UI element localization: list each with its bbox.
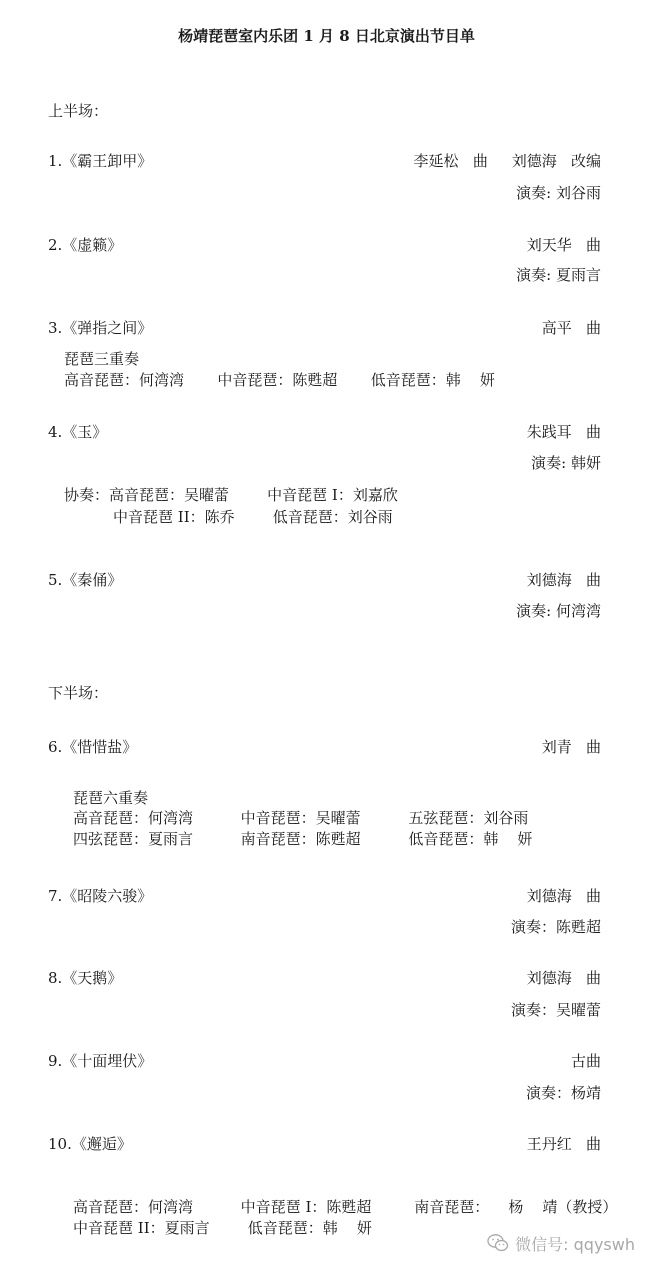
program-item-6-title: 6.《惜惜盐》 [48, 738, 138, 756]
program-item-10-title: 10.《邂逅》 [48, 1135, 132, 1153]
program-item-6-ensemble: 琵琶六重奏 [73, 789, 149, 807]
first-half-heading: 上半场： [48, 102, 109, 120]
program-item-9-performer: 演奏：杨靖 [525, 1084, 601, 1102]
program-item-4-performer: 演奏: 韩妍 [531, 454, 601, 472]
program-item-9-title: 9.《十面埋伏》 [48, 1052, 153, 1070]
program-item-5-performer: 演奏: 何湾湾 [516, 602, 601, 620]
program-item-6-lineup-1: 高音琵琶：何湾湾 中音琵琶：吴曜蕾 五弦琵琶：刘谷雨 [73, 809, 529, 827]
program-item-6-lineup-2: 四弦琵琶：夏雨言 南音琵琶：陈甦超 低音琵琶：韩 妍 [73, 830, 533, 848]
program-item-10-composer: 王丹红 曲 [526, 1135, 601, 1153]
program-item-7-performer: 演奏：陈甦超 [510, 918, 601, 936]
program-item-9-composer: 古曲 [570, 1052, 601, 1070]
program-item-3-ensemble: 琵琶三重奏 [64, 350, 140, 368]
program-item-8-title: 8.《天鹅》 [48, 969, 123, 987]
program-item-1-title: 1.《霸王卸甲》 [48, 152, 153, 170]
program-item-8-composer: 刘德海 曲 [526, 969, 601, 987]
program-item-7-composer: 刘德海 曲 [526, 887, 601, 905]
program-item-10-lineup-1: 高音琵琶：何湾湾 中音琵琶 I：陈甦超 南音琵琶： 杨 靖（教授） [73, 1198, 618, 1216]
program-item-5-composer: 刘德海 曲 [526, 571, 601, 589]
program-item-3-lineup: 高音琵琶：何湾湾 中音琵琶：陈甦超 低音琵琶：韩 妍 [64, 371, 495, 389]
program-item-2-performer: 演奏: 夏雨言 [516, 266, 601, 284]
program-item-6-composer: 刘青 曲 [541, 738, 601, 756]
program-item-1-performer: 演奏: 刘谷雨 [516, 184, 601, 202]
program-item-3-title: 3.《弹指之间》 [48, 319, 153, 337]
program-item-2-title: 2.《虚籁》 [48, 236, 123, 254]
program-item-4-title: 4.《玉》 [48, 423, 108, 441]
program-item-1-composer: 李延松 曲 刘德海 改编 [413, 152, 601, 170]
wechat-logo-icon [487, 1233, 509, 1253]
program-item-8-performer: 演奏：吴曜蕾 [510, 1001, 601, 1019]
program-item-3-composer: 高平 曲 [541, 319, 601, 337]
second-half-heading: 下半场： [48, 684, 109, 702]
program-item-5-title: 5.《秦俑》 [48, 571, 123, 589]
wechat-watermark [487, 1231, 635, 1255]
page-title: 杨靖琵琶室内乐团 1 月 8 日北京演出节目单 [178, 27, 475, 45]
program-item-4-lineup-1: 协奏：高音琵琶：吴曜蕾 中音琵琶 I：刘嘉欣 [64, 486, 398, 504]
program-item-7-title: 7.《昭陵六骏》 [48, 887, 153, 905]
program-item-10-lineup-2: 中音琵琶 II：夏雨言 低音琵琶：韩 妍 [73, 1219, 372, 1237]
program-item-4-lineup-2: 中音琵琶 II：陈乔 低音琵琶：刘谷雨 [113, 508, 393, 526]
watermark-text: 微信号: qqyswh [515, 1234, 635, 1254]
program-item-4-composer: 朱践耳 曲 [526, 423, 601, 441]
program-item-2-composer: 刘天华 曲 [526, 236, 601, 254]
